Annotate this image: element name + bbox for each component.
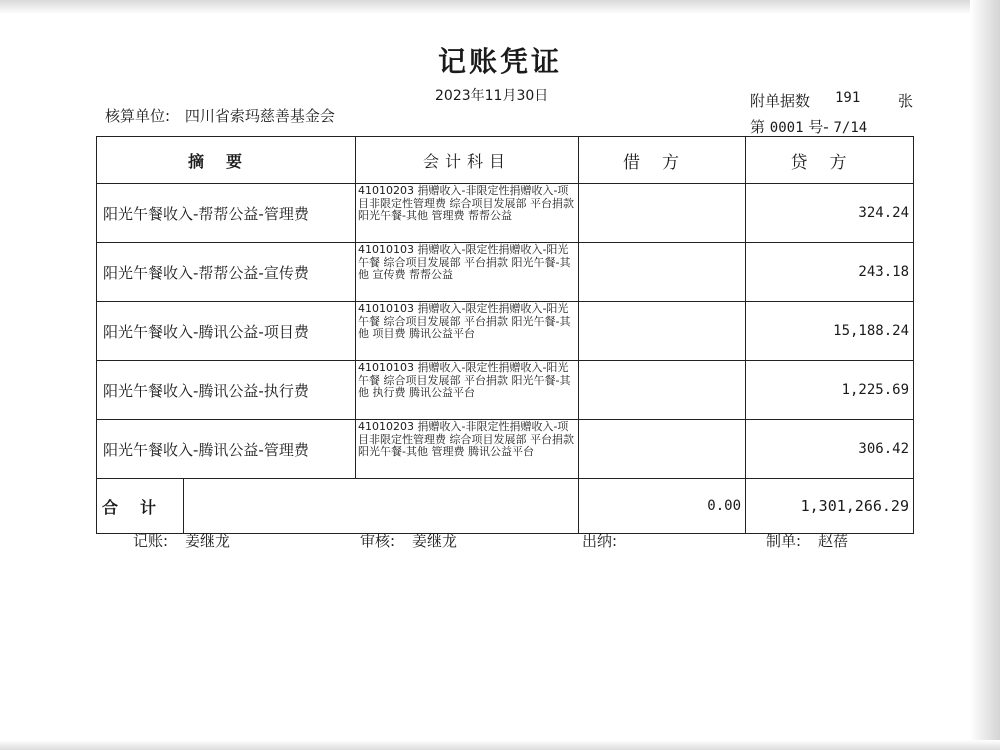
table-row <box>97 302 914 361</box>
voucher-prefix: 第 <box>750 118 766 136</box>
header-debit: 借方 <box>579 137 746 184</box>
accounting-unit-label: 核算单位: <box>105 107 171 125</box>
attachments-info <box>750 90 915 111</box>
row-debit <box>579 302 746 361</box>
header-credit: 贷方 <box>746 137 914 184</box>
table-row <box>97 243 914 302</box>
voucher-suffix: 号- <box>808 118 829 136</box>
row-account: 41010103 捐赠收入-限定性捐赠收入-阳光午餐 综合项目发展部 平台捐款 阳光午餐-其他 宣传费 帮帮公益 <box>356 243 579 302</box>
row-summary: 阳光午餐收入-帮帮公益-管理费 <box>97 184 356 243</box>
preparer-label: 制单: <box>766 532 802 550</box>
row-account: 41010103 捐赠收入-限定性捐赠收入-阳光午餐 综合项目发展部 平台捐款 阳光午餐-其他 项目费 腾讯公益平台 <box>356 302 579 361</box>
total-debit: 0.00 <box>579 479 746 534</box>
total-account-blank <box>356 479 579 534</box>
bookkeeper-name: 姜继龙 <box>185 532 231 550</box>
accounting-unit <box>105 105 335 126</box>
table-row <box>97 361 914 420</box>
voucher-table <box>96 136 914 534</box>
total-label <box>97 479 356 534</box>
voucher-page: 7/14 <box>833 120 868 136</box>
row-debit <box>579 361 746 420</box>
scan-edge-bottom <box>0 740 1000 750</box>
header-summary: 摘要 <box>97 137 356 184</box>
voucher-number: 0001 <box>769 120 804 136</box>
row-summary: 阳光午餐收入-腾讯公益-项目费 <box>97 302 356 361</box>
total-row <box>97 479 914 534</box>
row-debit <box>579 243 746 302</box>
scan-edge-top <box>0 0 1000 14</box>
table-row <box>97 420 914 479</box>
row-debit <box>579 420 746 479</box>
cashier-label: 出纳: <box>582 532 618 550</box>
scan-edge-right <box>970 0 1000 750</box>
document-title: 记账凭证 <box>437 45 562 78</box>
reviewer-label: 审核: <box>360 532 396 550</box>
voucher-number-info <box>750 116 915 137</box>
attachments-count: 191 <box>835 90 861 106</box>
accounting-unit-name: 四川省索玛慈善基金会 <box>184 107 335 125</box>
row-summary: 阳光午餐收入-腾讯公益-执行费 <box>97 361 356 420</box>
total-label-text: 合计 <box>97 479 184 533</box>
reviewer-name: 姜继龙 <box>412 532 458 550</box>
row-credit: 306.42 <box>746 420 914 479</box>
header-account: 会计科目 <box>356 137 579 184</box>
bookkeeper-label: 记账: <box>133 532 169 550</box>
attachments-unit: 张 <box>898 92 914 110</box>
preparer-name: 赵蓓 <box>818 532 849 550</box>
row-debit <box>579 184 746 243</box>
row-credit: 1,225.69 <box>746 361 914 420</box>
table-row <box>97 184 914 243</box>
row-account: 41010203 捐赠收入-非限定性捐赠收入-项目非限定性管理费 综合项目发展部 平台捐款 阳光午餐-其他 管理费 帮帮公益 <box>356 184 579 243</box>
row-credit: 15,188.24 <box>746 302 914 361</box>
voucher-date: 2023年11月30日 <box>435 88 549 104</box>
row-credit: 324.24 <box>746 184 914 243</box>
row-account: 41010103 捐赠收入-限定性捐赠收入-阳光午餐 综合项目发展部 平台捐款 阳光午餐-其他 执行费 腾讯公益平台 <box>356 361 579 420</box>
attachments-label: 附单据数 <box>750 92 811 110</box>
row-summary: 阳光午餐收入-帮帮公益-宣传费 <box>97 243 356 302</box>
table-header-row <box>97 137 914 184</box>
row-summary: 阳光午餐收入-腾讯公益-管理费 <box>97 420 356 479</box>
total-credit: 1,301,266.29 <box>746 479 914 534</box>
row-account: 41010203 捐赠收入-非限定性捐赠收入-项目非限定性管理费 综合项目发展部 平台捐款 阳光午餐-其他 管理费 腾讯公益平台 <box>356 420 579 479</box>
row-credit: 243.18 <box>746 243 914 302</box>
